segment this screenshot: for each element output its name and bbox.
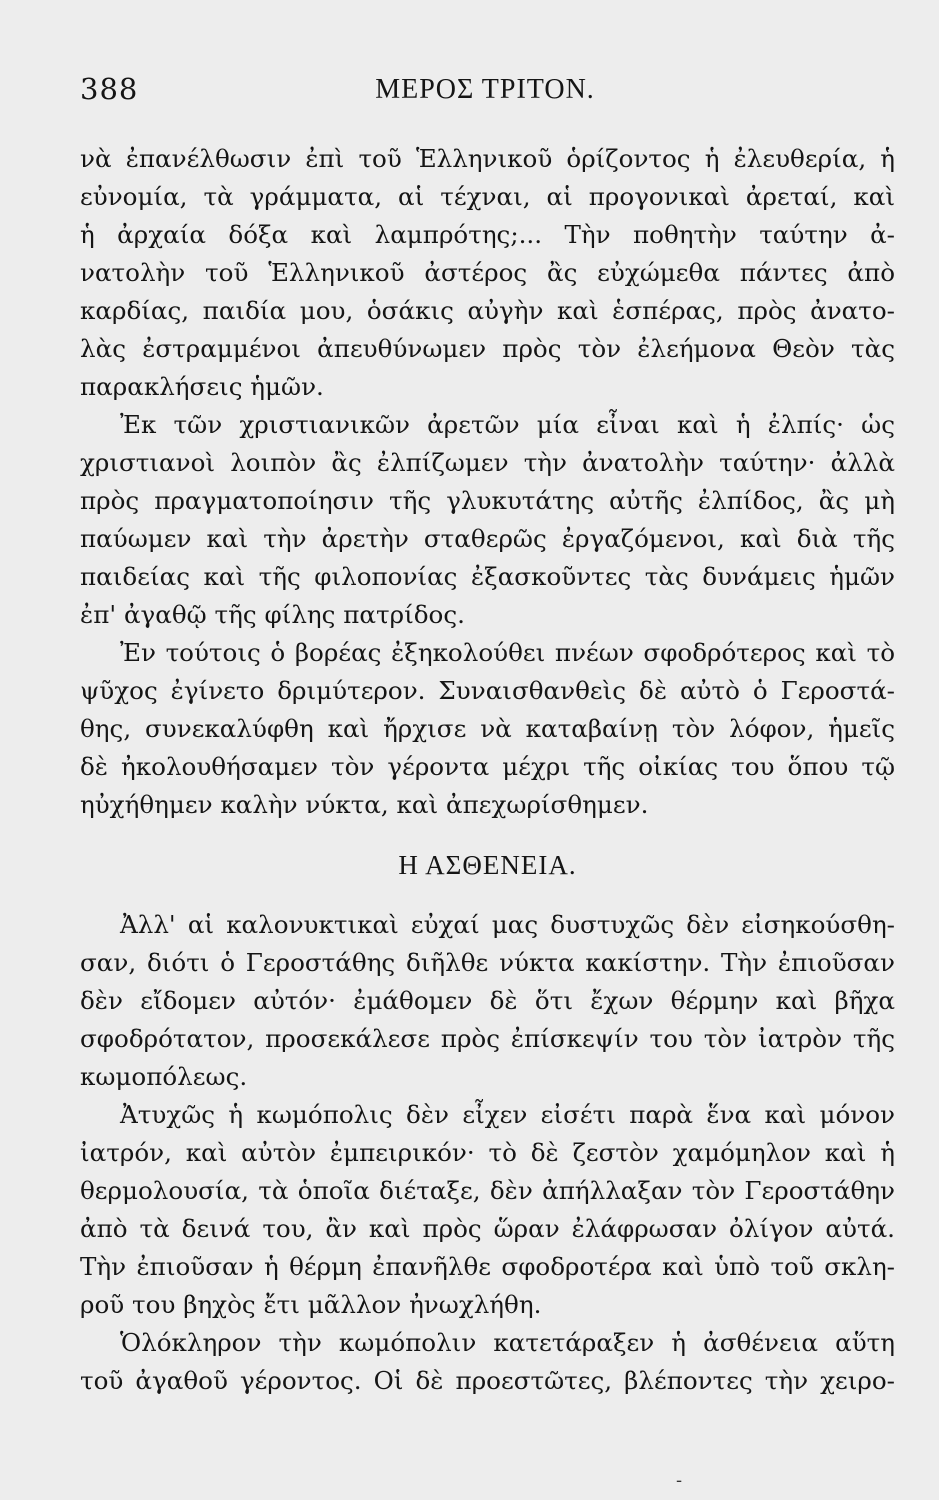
- page-header: [80, 72, 890, 122]
- text-line: Ἀλλ' αἱ καλονυκτικαὶ εὐχαί μας δυστυχῶς δὲν εἰσηκούσθη-: [120, 910, 895, 939]
- text-line: νατολὴν τοῦ Ἑλληνικοῦ ἀστέρος ἂς εὐχώμεθα πάντες ἀπὸ: [80, 258, 895, 287]
- text-line: δὲ ἠκολουθήσαμεν τὸν γέροντα μέχρι τῆς οἰκίας του ὅπου τῷ: [80, 752, 895, 781]
- section-title: Η ΑΣΘΕΝΕΙΑ.: [398, 850, 577, 880]
- running-head: ΜΕΡΟΣ ΤΡΙΤΟΝ.: [375, 74, 595, 105]
- text-line: σαν, διότι ὁ Γεροστάθης διῆλθε νύκτα κακίστην. Τὴν ἐπιοῦσαν: [80, 948, 895, 977]
- text-line: σφοδρότατον, προσεκάλεσε πρὸς ἐπίσκεψίν του τὸν ἰατρὸν τῆς: [80, 1024, 895, 1053]
- text-line: τοῦ ἀγαθοῦ γέροντος. Οἱ δὲ προεστῶτες, βλέποντες τὴν χειρο-: [80, 1366, 895, 1395]
- text-line: χριστιανοὶ λοιπὸν ἂς ἐλπίζωμεν τὴν ἀνατολὴν ταύτην· ἀλλὰ: [80, 448, 895, 477]
- text-line: παύωμεν καὶ τὴν ἀρετὴν σταθερῶς ἐργαζόμενοι, καὶ διὰ τῆς: [80, 524, 895, 553]
- text-line: ἰατρόν, καὶ αὐτὸν ἐμπειρικόν· τὸ δὲ ζεστὸν χαμόμηλον καὶ ἡ: [80, 1138, 895, 1167]
- text-line: παρακλήσεις ἡμῶν.: [80, 372, 324, 401]
- text-line: παιδείας καὶ τῆς φιλοπονίας ἐξασκοῦντες τὰς δυνάμεις ἡμῶν: [80, 562, 895, 591]
- text-line: Ἐν τούτοις ὁ βορέας ἐξηκολούθει πνέων σφοδρότερος καὶ τὸ: [120, 638, 895, 667]
- footer-mark: -: [676, 1470, 683, 1491]
- text-line: ψῦχος ἐγίνετο δριμύτερον. Συναισθανθεὶς δὲ αὐτὸ ὁ Γεροστά-: [80, 676, 895, 705]
- text-line: λὰς ἐστραμμένοι ἀπευθύνωμεν πρὸς τὸν ἐλεήμονα Θεὸν τὰς: [80, 334, 895, 363]
- text-line: θης, συνεκαλύφθη καὶ ἤρχισε νὰ καταβαίνῃ τὸν λόφον, ἡμεῖς: [80, 714, 895, 743]
- text-line: ἀπὸ τὰ δεινά του, ἂν καὶ πρὸς ὥραν ἐλάφρωσαν ὀλίγον αὐτά.: [80, 1214, 895, 1243]
- text-line: θερμολουσία, τὰ ὁποῖα διέταξε, δὲν ἀπήλλαξαν τὸν Γεροστάθην: [80, 1176, 895, 1205]
- text-line: ἡ ἀρχαία δόξα καὶ λαμπρότης;... Τὴν ποθητὴν ταύτην ἀ-: [80, 220, 895, 249]
- text-line: ηὐχήθημεν καλὴν νύκτα, καὶ ἀπεχωρίσθημεν.: [80, 790, 649, 819]
- text-line: πρὸς πραγματοποίησιν τῆς γλυκυτάτης αὐτῆς ἐλπίδος, ἂς μὴ: [80, 486, 895, 515]
- page-number: 388: [80, 72, 139, 106]
- text-line: Τὴν ἐπιοῦσαν ἡ θέρμη ἐπανῆλθε σφοδροτέρα καὶ ὑπὸ τοῦ σκλη-: [80, 1252, 895, 1281]
- body-text: [80, 140, 895, 1400]
- text-line: εὐνομία, τὰ γράμματα, αἱ τέχναι, αἱ προγονικαὶ ἀρεταί, καὶ: [80, 182, 895, 211]
- text-line: Ἐκ τῶν χριστιανικῶν ἀρετῶν μία εἶναι καὶ ἡ ἐλπίς· ὡς: [120, 410, 895, 439]
- text-line: Ὁλόκληρον τὴν κωμόπολιν κατετάραξεν ἡ ἀσθένεια αὕτη: [120, 1328, 895, 1357]
- text-line: ροῦ του βηχὸς ἔτι μᾶλλον ἠνωχλήθη.: [80, 1290, 542, 1319]
- text-line: νὰ ἐπανέλθωσιν ἐπὶ τοῦ Ἑλληνικοῦ ὁρίζοντος ἡ ἐλευθερία, ἡ: [80, 144, 895, 173]
- text-line: Ἀτυχῶς ἡ κωμόπολις δὲν εἶχεν εἰσέτι παρὰ ἕνα καὶ μόνον: [120, 1100, 895, 1129]
- text-line: ἐπ' ἀγαθῷ τῆς φίλης πατρίδος.: [80, 600, 465, 629]
- text-line: καρδίας, παιδία μου, ὁσάκις αὐγὴν καὶ ἑσπέρας, πρὸς ἀνατο-: [80, 296, 895, 325]
- text-line: δὲν εἴδομεν αὐτόν· ἐμάθομεν δὲ ὅτι ἔχων θέρμην καὶ βῆχα: [80, 986, 895, 1015]
- text-line: κωμοπόλεως.: [80, 1062, 248, 1091]
